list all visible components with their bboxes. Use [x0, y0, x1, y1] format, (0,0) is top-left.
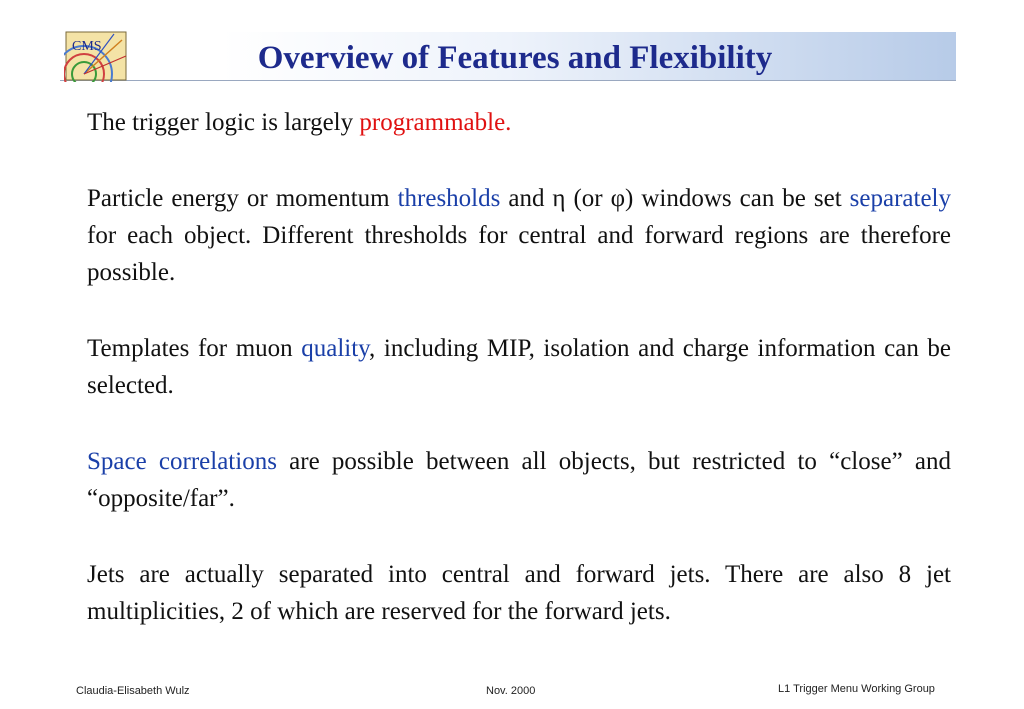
text-run: and η (or φ) windows can be set: [500, 185, 850, 212]
text-run: Particle energy or momentum: [87, 185, 398, 212]
text-run: Jets are actually separated into central and forward jets. There are also 8 jet multiplicities, 2 of which are reserved for the forward jets.: [87, 561, 951, 625]
highlight-programmable: programmable.: [359, 109, 512, 136]
text-run: , including MIP, isolation and charge information can be selected.: [87, 335, 952, 399]
paragraph-jets: [87, 556, 951, 630]
text-run: for each object. Different thresholds for central and forward regions are therefore possible.: [87, 222, 951, 286]
footer-date: Nov. 2000: [486, 685, 536, 697]
slide-content: [87, 104, 951, 669]
svg-text:CMS: CMS: [72, 39, 102, 54]
highlight-quality: quality: [301, 335, 370, 362]
text-run: Templates for muon: [87, 335, 302, 362]
highlight-separately: separately: [849, 185, 951, 212]
footer-group: L1 Trigger Menu Working Group: [778, 683, 935, 695]
highlight-thresholds: thresholds: [397, 185, 501, 212]
text-run: are possible between all objects, but restricted to “close” and “opposite/far”.: [87, 448, 951, 512]
cms-logo-icon: [64, 30, 128, 82]
page-title: Overview of Features and Flexibility: [257, 40, 773, 76]
footer-author: Claudia-Elisabeth Wulz: [76, 685, 190, 697]
paragraph-thresholds: [87, 180, 951, 291]
highlight-space-correlations: Space correlations: [87, 448, 277, 475]
paragraph-quality: [87, 330, 951, 404]
text-run: The trigger logic is largely: [87, 109, 360, 136]
paragraph-space-correlations: [87, 443, 951, 517]
paragraph-programmable: [87, 104, 951, 141]
